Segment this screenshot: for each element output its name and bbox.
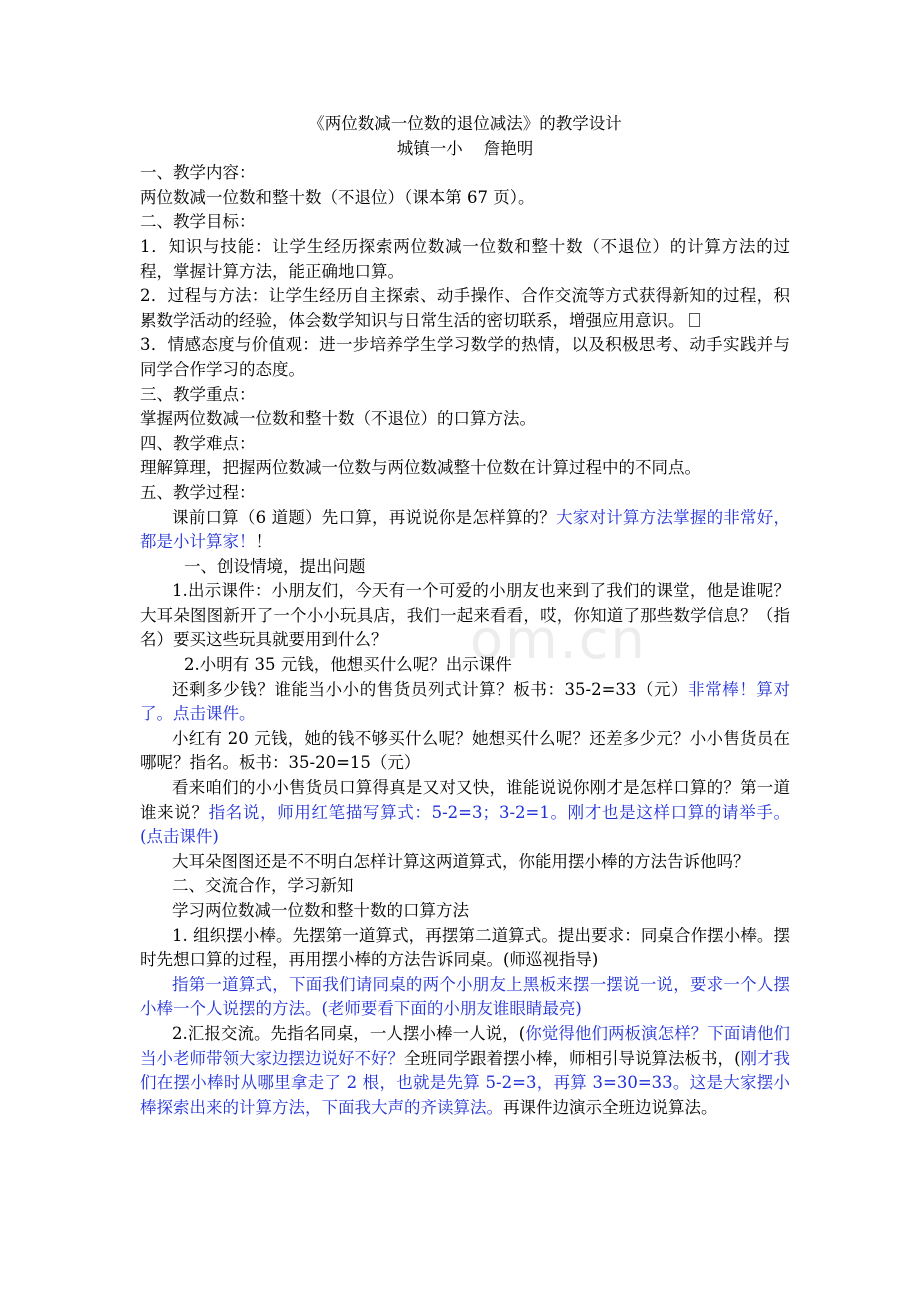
paragraph-0 <box>140 161 790 186</box>
paragraph-16 <box>140 727 790 776</box>
text-run: 2．过程与方法：让学生经历自主探索、动手操作、合作交流等方式获得新知的过程，积累数学活动的经验，体会数学知识与日常生活的密切联系，增强应用意识。 <box>140 286 790 330</box>
paragraph-10 <box>140 481 790 506</box>
text-run: 一、创设情境，提出问题 <box>184 556 366 576</box>
text-run: 课前口算（6 道题）先口算，再说说你是怎样算的？ <box>172 507 557 527</box>
paragraph-1 <box>140 186 790 211</box>
text-run: 指名说，师用红笔描写算式：5-2=3；3-2=1。刚才也是这样口算的请举手。(点击课件) <box>140 802 790 847</box>
text-run: 看来咱们的小小售货员口算得真是又对又快，谁能说说你刚才是怎样口算的？第一道谁来说？ <box>140 778 790 822</box>
text-run: 大耳朵图图还是不不明白怎样计算这两道算式，你能用摆小棒的方法告诉他吗？ <box>172 851 750 871</box>
text-run: 刚才我们在摆小棒时从哪里拿走了 2 根，也就是先算 5-2=3，再算 3=30=33。这是大家摆小棒探索出来的计算方法，下面我大声的齐读算法。 <box>140 1048 791 1117</box>
paragraph-8 <box>140 432 790 457</box>
paragraph-9 <box>140 456 790 481</box>
missing-glyph-box <box>689 313 700 327</box>
text-run: 二、教学目标： <box>140 212 256 232</box>
text-run: 还剩多少钱？谁能当小小的售货员列式计算？板书：35-2=33（元） <box>172 679 689 699</box>
paragraph-15 <box>140 678 790 727</box>
text-run: 五、教学过程： <box>140 482 256 502</box>
paragraph-13 <box>140 579 790 653</box>
text-run: 四、教学难点： <box>140 433 256 453</box>
text-run: ！ <box>255 532 272 552</box>
document-content <box>140 161 790 1120</box>
paragraph-7 <box>140 407 790 432</box>
text-run: 一、教学内容： <box>140 163 256 183</box>
text-run: 全班同学跟着摆小棒，师相引导说算法板书，( <box>404 1048 741 1068</box>
paragraph-5 <box>140 333 790 382</box>
paragraph-17 <box>140 776 790 850</box>
paragraph-11 <box>140 506 790 555</box>
text-run: 二、交流合作，学习新知 <box>172 876 354 896</box>
paragraph-2 <box>140 210 790 235</box>
text-run: 1. 组织摆小棒。先摆第一道算式，再摆第二道算式。提出要求：同桌合作摆小棒。摆时先想口算的过程，再用摆小棒的方法告诉同桌。(师巡视指导) <box>140 925 790 970</box>
text-run: 非常棒！算对了。点击课件。 <box>140 679 791 724</box>
paragraph-3 <box>140 235 790 284</box>
document-body <box>140 112 790 1120</box>
text-run: 3．情感态度与价值观：进一步培养学生学习数学的热情，以及积极思考、动手实践并与同学合作学习的态度。 <box>140 335 790 379</box>
text-run: 再课件边演示全班边说算法。 <box>503 1097 718 1117</box>
text-run: 1．知识与技能：让学生经历探索两位数减一位数和整十数（不退位）的计算方法的过程，掌握计算方法，能正确地口算。 <box>140 236 790 281</box>
text-run: 两位数减一位数和整十数（不退位）（课本第 67 页）。 <box>140 187 535 207</box>
paragraph-20 <box>140 899 790 924</box>
text-run: 理解算理，把握两位数减一位数与两位数减整十位数在计算过程中的不同点。 <box>140 458 701 478</box>
text-run: 大家对计算方法掌握的非常好，都是小计算家！ <box>140 507 790 552</box>
paragraph-19 <box>140 874 790 899</box>
text-run: 你觉得他们两板演怎样？下面请他们当小老师带领大家边摆边说好不好？ <box>140 1023 791 1068</box>
document-author: 城镇一小 詹艳明 <box>396 138 534 158</box>
text-run: 三、教学重点： <box>140 384 256 404</box>
paragraph-22 <box>140 973 790 1022</box>
paragraph-18 <box>140 850 790 875</box>
paragraph-12 <box>140 555 790 580</box>
paragraph-14 <box>140 653 790 678</box>
text-run: 小红有 20 元钱，她的钱不够买什么呢？她想买什么呢？还差多少元？小小售货员在哪呢？指名。板书：35-20=15（元） <box>140 728 790 773</box>
text-run: 指第一道算式，下面我们请同桌的两个小朋友上黑板来摆一摆说一说，要求一个人摆小棒一个人说摆的方法。(老师要看下面的小朋友谁眼睛最亮) <box>140 974 790 1019</box>
paragraph-23 <box>140 1022 790 1120</box>
paragraph-6 <box>140 383 790 408</box>
text-run: 2.汇报交流。先指名同桌，一人摆小棒一人说，( <box>172 1023 526 1043</box>
text-run: 学习两位数减一位数和整十数的口算方法 <box>172 901 469 920</box>
paragraph-4 <box>140 284 790 333</box>
text-run: 1.出示课件：小朋友们，今天有一个可爱的小朋友也来到了我们的课堂，他是谁呢？大耳朵图图新开了一个小小玩具店，我们一起来看看，哎，你知道了那些数学信息？（指名）要买这些玩具就要用到什么？ <box>140 581 790 650</box>
text-run: 2.小明有 35 元钱，他想买什么呢？出示课件 <box>184 655 512 675</box>
watermark: om.cn <box>470 608 647 671</box>
document-title: 《两位数减一位数的退位减法》的教学设计 <box>308 114 622 133</box>
paragraph-21 <box>140 924 790 973</box>
text-run: 掌握两位数减一位数和整十数（不退位）的口算方法。 <box>140 409 536 429</box>
